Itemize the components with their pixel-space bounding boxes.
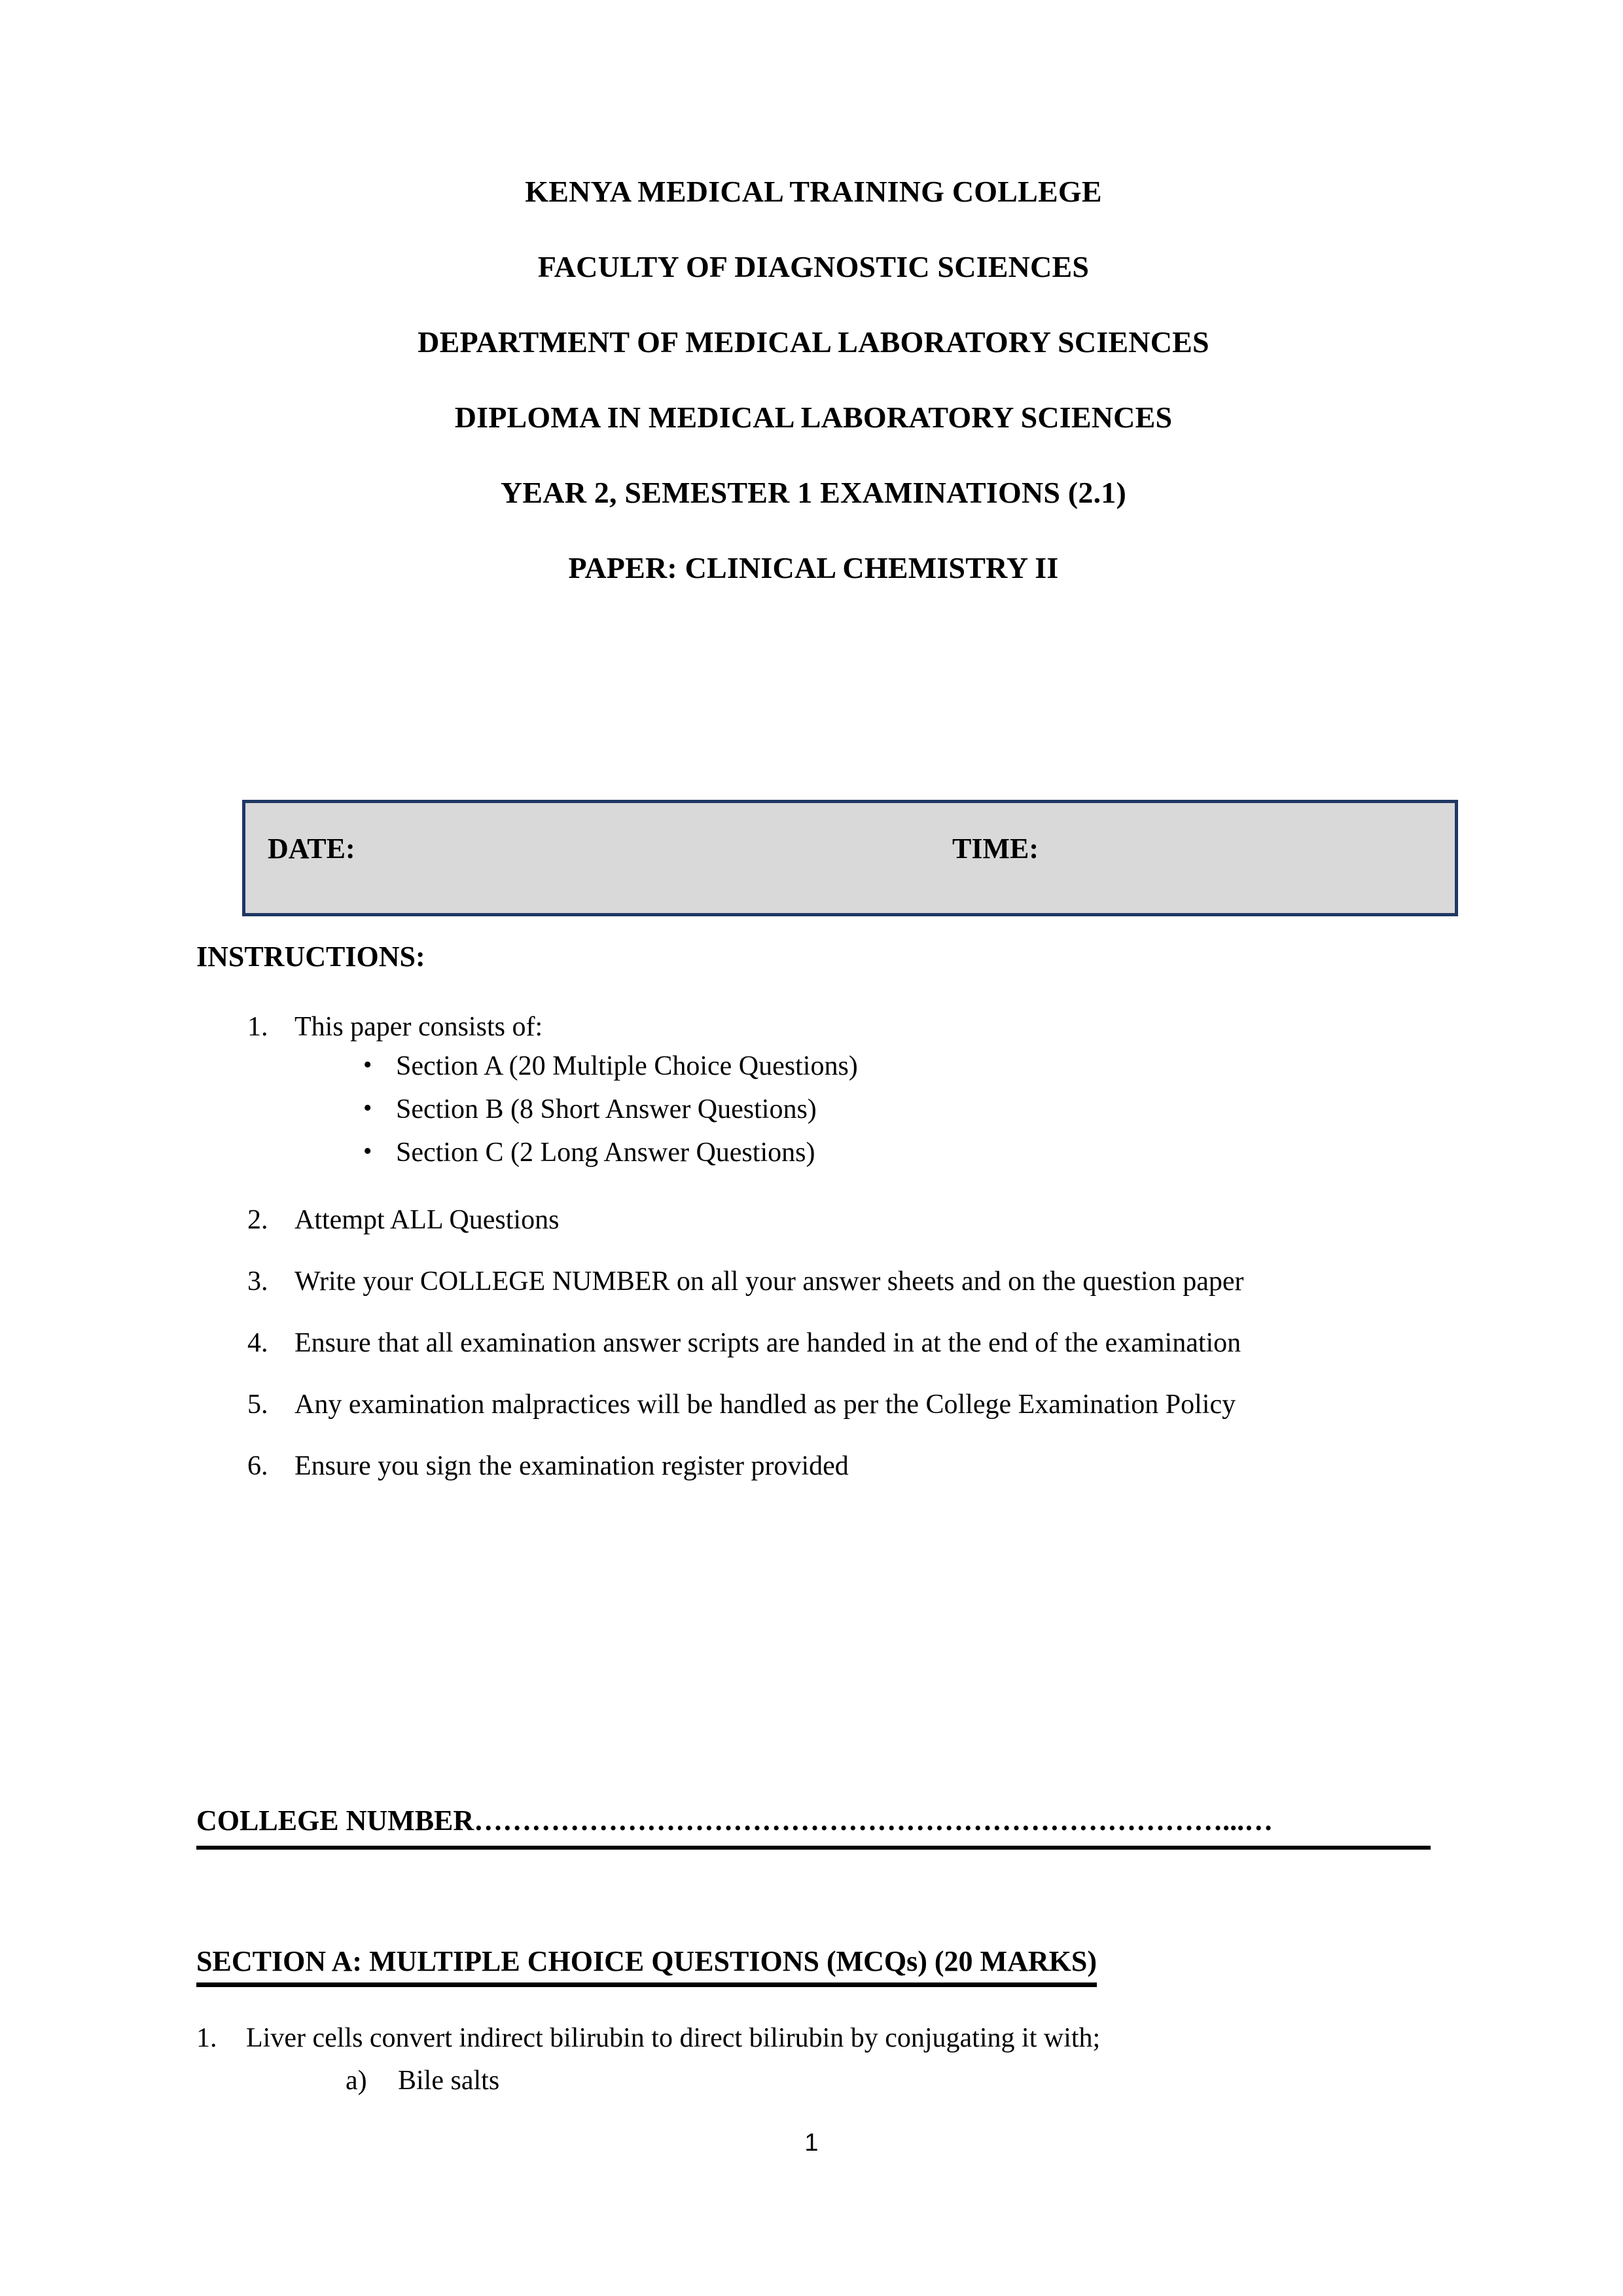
section-a-questions bbox=[196, 2022, 1433, 2096]
sub-bullet-text: Section C (2 Long Answer Questions) bbox=[396, 1137, 815, 1168]
instruction-number: 2. bbox=[247, 1204, 268, 1235]
instruction-sub-bullets bbox=[294, 1052, 1433, 1166]
date-time-box bbox=[242, 800, 1458, 916]
instruction-item-3 bbox=[196, 1266, 1433, 1299]
bullet-icon: • bbox=[363, 1094, 372, 1122]
instruction-item-1 bbox=[196, 1011, 1433, 1166]
list-item bbox=[294, 1139, 1433, 1166]
list-item bbox=[294, 1096, 1433, 1123]
sub-bullet-text: Section A (20 Multiple Choice Questions) bbox=[396, 1050, 858, 1081]
document-header bbox=[196, 177, 1431, 583]
list-item bbox=[294, 1052, 1433, 1080]
instruction-item-2 bbox=[196, 1204, 1433, 1237]
instruction-text: Any examination malpractices will be handled as per the College Examination Policy bbox=[294, 1389, 1236, 1420]
option-label: a) bbox=[346, 2066, 367, 2096]
bullet-icon: • bbox=[363, 1137, 372, 1165]
instruction-number: 6. bbox=[247, 1450, 268, 1481]
instruction-item-6 bbox=[196, 1450, 1433, 1483]
bullet-icon: • bbox=[363, 1050, 372, 1079]
header-line-examination: YEAR 2, SEMESTER 1 EXAMINATIONS (2.1) bbox=[500, 476, 1127, 509]
instruction-number: 4. bbox=[247, 1327, 268, 1358]
instruction-item-5 bbox=[196, 1389, 1433, 1422]
instruction-text: Ensure that all examination answer scripts are handed in at the end of the examination bbox=[294, 1327, 1241, 1358]
instructions-list bbox=[196, 1011, 1433, 1512]
option-a[interactable] bbox=[246, 2066, 1433, 2096]
instruction-text: Write your COLLEGE NUMBER on all your answer sheets and on the question paper bbox=[294, 1266, 1244, 1297]
question-text: Liver cells convert indirect bilirubin to direct bilirubin by conjugating it with; bbox=[246, 2023, 1101, 2053]
option-text: Bile salts bbox=[398, 2066, 500, 2096]
instruction-text: This paper consists of: bbox=[294, 1012, 543, 1042]
page-number: 1 bbox=[804, 2129, 819, 2157]
question-1-options bbox=[246, 2066, 1433, 2096]
header-line-faculty: FACULTY OF DIAGNOSTIC SCIENCES bbox=[537, 250, 1090, 283]
header-line-college: KENYA MEDICAL TRAINING COLLEGE bbox=[525, 175, 1102, 208]
question-number: 1. bbox=[196, 2023, 217, 2053]
header-line-department: DEPARTMENT OF MEDICAL LABORATORY SCIENCES bbox=[418, 325, 1209, 359]
header-line-programme: DIPLOMA IN MEDICAL LABORATORY SCIENCES bbox=[454, 401, 1173, 434]
date-label: DATE: bbox=[268, 833, 355, 865]
instruction-number: 3. bbox=[247, 1266, 268, 1297]
instruction-item-4 bbox=[196, 1327, 1433, 1360]
instructions-heading: INSTRUCTIONS: bbox=[196, 941, 425, 973]
question-1 bbox=[196, 2022, 1433, 2096]
instruction-number: 1. bbox=[247, 1012, 268, 1042]
college-number-field[interactable]: COLLEGE NUMBER……………………………………………………………………...… bbox=[196, 1806, 1431, 1850]
header-line-paper: PAPER: CLINICAL CHEMISTRY II bbox=[568, 551, 1059, 584]
instruction-number: 5. bbox=[247, 1389, 268, 1420]
sub-bullet-text: Section B (8 Short Answer Questions) bbox=[396, 1094, 817, 1124]
instruction-text: Ensure you sign the examination register provided bbox=[294, 1450, 849, 1481]
instruction-text: Attempt ALL Questions bbox=[294, 1204, 560, 1235]
section-a-heading: SECTION A: MULTIPLE CHOICE QUESTIONS (MCQs) (20 MARKS) bbox=[196, 1947, 1097, 1987]
time-label: TIME: bbox=[952, 833, 1039, 865]
